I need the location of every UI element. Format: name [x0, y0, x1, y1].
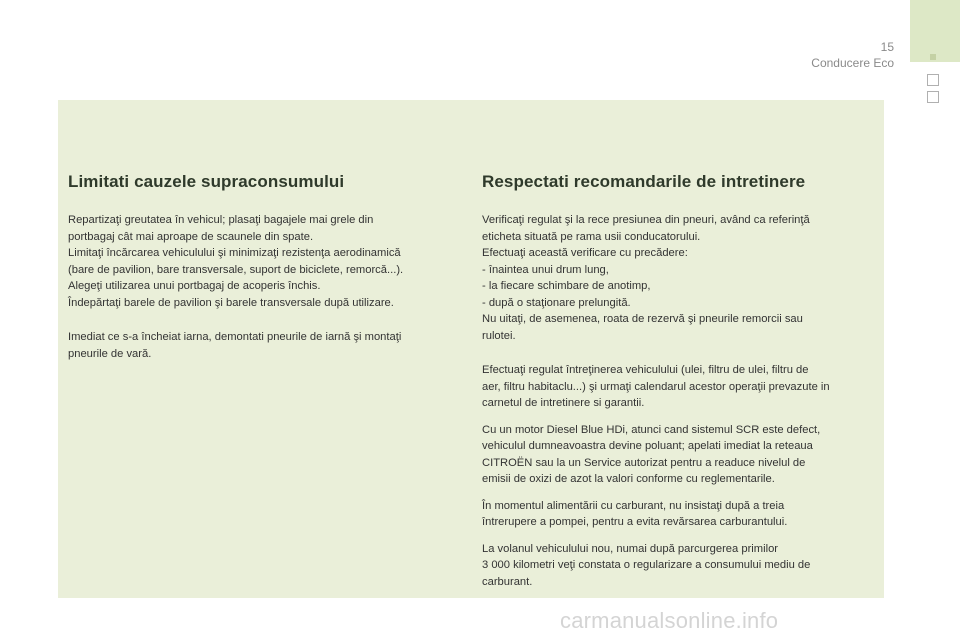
left-paragraph-weight [68, 212, 443, 311]
right-paragraph-pressure [482, 212, 874, 344]
watermark: carmanualsonline.info [560, 608, 779, 633]
text-line: La volanul vehiculului nou, numai după parcurgerea primilor [482, 542, 779, 555]
text-line: Alegeţi utilizarea unui portbagaj de acoperis închis. [68, 280, 321, 292]
text-line: aer, filtru habitaclu...) şi urmaţi calendarul acestor operaţii prevazute in [482, 380, 830, 393]
list-item: - la fiecare schimbare de anotimp, [482, 280, 651, 292]
right-section-title: Respectati recomandarile de intretinere [482, 172, 806, 191]
text-line: Nu uitaţi, de asemenea, roata de rezervă şi pneurile remorcii sau [482, 313, 803, 325]
section-title: Conducere Eco [811, 56, 894, 70]
text-line: emisii de oxizi de azot la valori conforme cu reglementarile. [482, 473, 775, 485]
right-paragraph-scr [482, 422, 874, 488]
right-paragraph-maintenance [482, 362, 874, 412]
text-line: Cu un motor Diesel Blue HDi, atunci cand sistemul SCR este defect, [482, 423, 821, 436]
chapter-tab-square-icon [927, 91, 939, 103]
page-number: 15 [880, 40, 894, 54]
text-line: pneurile de vară. [68, 347, 152, 360]
left-column [68, 172, 443, 362]
page-header [0, 0, 960, 100]
text-line: CITROËN sau la un Service autorizat pentru a readuce nivelul de [482, 456, 806, 469]
text-line: Îndepărtaţi barele de pavilion şi barele transversale după utilizare. [68, 296, 394, 309]
text-line: eticheta situată pe rama usii conducatorului. [482, 230, 701, 243]
chapter-tab-square-icon [930, 54, 936, 60]
text-line: Limitaţi încărcarea vehiculului şi minimizaţi rezistenţa aerodinamică [68, 247, 401, 259]
text-line: vehiculul dumneavoastra devine poluant; apelati imediat la reteaua [482, 440, 813, 452]
chapter-tab-active [910, 0, 960, 62]
text-line: Repartizaţi greutatea în vehicul; plasaţi bagajele mai grele din [68, 214, 374, 226]
text-line: Verificaţi regulat şi la rece presiunea din pneuri, având ca referinţă [482, 214, 810, 226]
right-paragraph-refuel [482, 498, 874, 531]
text-line: rulotei. [482, 329, 516, 342]
list-item: - după o staţionare prelungită. [482, 296, 631, 309]
left-section-title: Limitati cauzele supraconsumului [68, 172, 345, 191]
list-item: - înaintea unui drum lung, [482, 263, 609, 276]
left-paragraph-tyres [68, 329, 443, 362]
text-line: (bare de pavilion, bare transversale, suport de biciclete, remorcă...). [68, 263, 404, 276]
right-column [482, 172, 874, 590]
right-paragraph-new-vehicle [482, 541, 874, 591]
text-line: Imediat ce s-a încheiat iarna, demontati pneurile de iarnă şi montaţi [68, 331, 402, 343]
text-line: carnetul de intretinere si garantii. [482, 397, 645, 409]
content-panel [58, 100, 884, 598]
text-line: Efectuaţi această verificare cu precădere: [482, 247, 688, 259]
text-line: Efectuaţi regulat întreţinerea vehiculului (ulei, filtru de ulei, filtru de [482, 364, 809, 376]
text-line: portbagaj cât mai aproape de scaunele din spate. [68, 230, 314, 243]
text-line: 3 000 kilometri veţi constata o regularizare a consumului mediu de [482, 559, 811, 571]
text-line: întrerupere a pompei, pentru a evita revărsarea carburantului. [482, 516, 788, 528]
text-line: În momentul alimentării cu carburant, nu insistaţi după a treia [482, 499, 785, 512]
chapter-tab-square-icon [927, 74, 939, 86]
text-line: carburant. [482, 575, 533, 588]
